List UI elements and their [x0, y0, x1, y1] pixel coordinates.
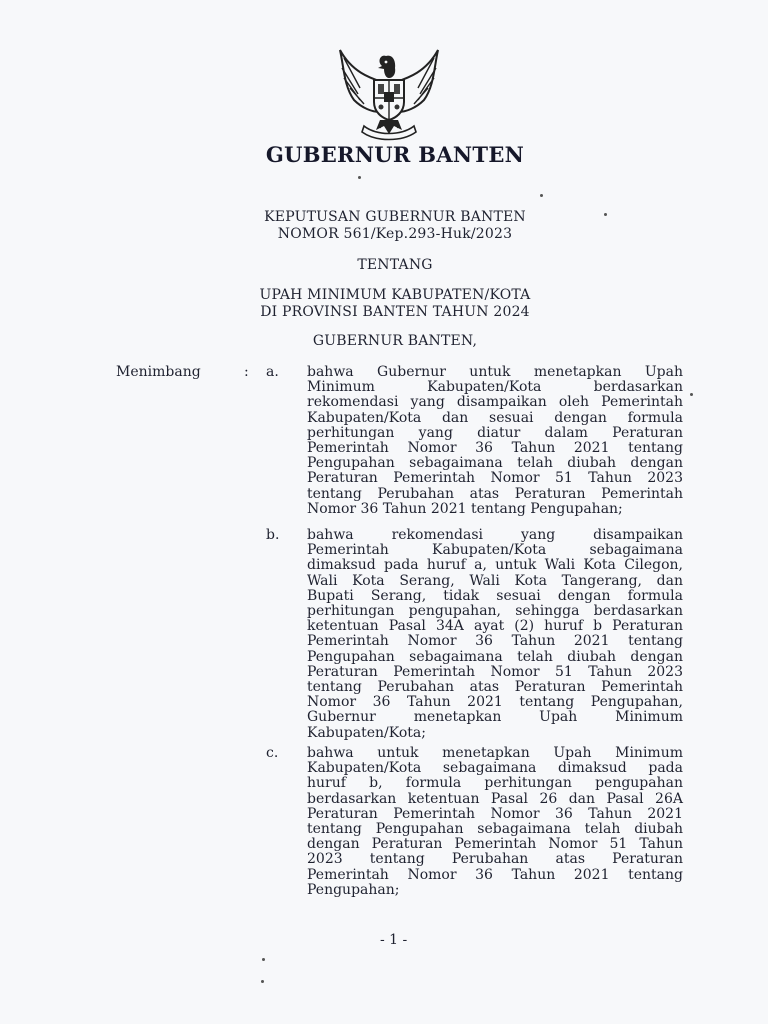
decree-title: KEPUTUSAN GUBERNUR BANTEN — [264, 209, 526, 225]
paragraph-line: Minimum Kabupaten/Kota berdasarkan — [307, 379, 683, 396]
subject-line-1: UPAH MINIMUM KABUPATEN/KOTA — [259, 287, 531, 303]
paragraph-line: Kabupaten/Kota; — [307, 724, 426, 741]
paragraph-line: Gubernur menetapkan Upah Minimum — [307, 709, 683, 726]
paragraph-line: huruf b, formula perhitungan pengupahan — [307, 775, 683, 792]
paragraph-line: perhitungan pengupahan, sehingga berdasarkan — [307, 603, 683, 620]
paragraph-line: tentang Perubahan atas Peraturan Pemerintah — [307, 485, 683, 502]
paragraph-line: Bupati Serang, tidak sesuai dengan formula — [307, 587, 683, 604]
scan-speck — [358, 176, 361, 179]
consideration-item-c — [307, 746, 683, 898]
paragraph-line: Pemerintah Nomor 36 Tahun 2021 tentang — [307, 633, 683, 650]
paragraph-line: Kabupaten/Kota dan sesuai dengan formula — [307, 409, 683, 426]
paragraph-line: Pemerintah Nomor 36 Tahun 2021 tentang — [307, 440, 683, 457]
document-title: GUBERNUR BANTEN — [265, 142, 525, 167]
scan-speck — [262, 958, 265, 961]
consideration-item-b — [307, 528, 683, 741]
scan-speck — [604, 213, 607, 216]
consideration-item-a — [307, 365, 683, 517]
paragraph-line: Peraturan Pemerintah Nomor 51 Tahun 2023 — [307, 663, 683, 680]
paragraph-line: 2023 tentang Perubahan atas Peraturan — [307, 851, 683, 868]
paragraph-line: Nomor 36 Tahun 2021 tentang Pengupahan; — [307, 500, 623, 517]
menimbang-label: Menimbang — [116, 364, 201, 380]
paragraph-line: bahwa rekomendasi yang disampaikan — [307, 527, 683, 543]
item-label-b: b. — [266, 527, 280, 543]
menimbang-colon: : — [244, 364, 249, 380]
scan-speck — [540, 194, 543, 197]
paragraph-line: Peraturan Pemerintah Nomor 36 Tahun 2021 — [307, 805, 683, 822]
paragraph-line: Pengupahan sebagaimana telah diubah dengan — [307, 648, 683, 665]
paragraph-line: Kabupaten/Kota sebagaimana dimaksud pada — [307, 760, 683, 777]
paragraph-line: Pengupahan; — [307, 881, 400, 898]
paragraph-line: Peraturan Pemerintah Nomor 51 Tahun 2023 — [307, 470, 683, 487]
page-number: - 1 - — [380, 932, 408, 948]
subject-line-2: DI PROVINSI BANTEN TAHUN 2024 — [260, 304, 530, 320]
item-label-c: c. — [266, 745, 279, 761]
paragraph-line: Nomor 36 Tahun 2021 tentang Pengupahan, — [307, 694, 683, 711]
paragraph-line: ketentuan Pasal 34A ayat (2) huruf b Peraturan — [307, 618, 683, 635]
decree-number: NOMOR 561/Kep.293-Huk/2023 — [277, 226, 513, 242]
paragraph-line: dimaksud pada huruf a, untuk Wali Kota Cilegon, — [307, 557, 683, 574]
authority-line: GUBERNUR BANTEN, — [312, 333, 478, 349]
paragraph-line: Pengupahan sebagaimana telah diubah dengan — [307, 455, 683, 472]
tentang-heading: TENTANG — [357, 257, 433, 273]
paragraph-line: Pemerintah Kabupaten/Kota sebagaimana — [307, 542, 683, 559]
paragraph-line: tentang Pengupahan sebagaimana telah diubah — [307, 821, 683, 838]
paragraph-line: rekomendasi yang disampaikan oleh Pemerintah — [307, 394, 683, 411]
paragraph-line: dengan Peraturan Pemerintah Nomor 51 Tahun — [307, 836, 683, 853]
paragraph-line: tentang Perubahan atas Peraturan Pemerintah — [307, 679, 683, 696]
paragraph-line: berdasarkan ketentuan Pasal 26 dan Pasal 26A — [307, 790, 683, 807]
scan-speck — [261, 980, 264, 983]
paragraph-line: Wali Kota Serang, Wali Kota Tangerang, dan — [307, 572, 683, 589]
scan-speck — [690, 393, 693, 396]
paragraph-line: Pemerintah Nomor 36 Tahun 2021 tentang — [307, 866, 683, 883]
paragraph-line: bahwa untuk menetapkan Upah Minimum — [307, 745, 683, 761]
item-label-a: a. — [266, 364, 279, 380]
paragraph-line: perhitungan yang diatur dalam Peraturan — [307, 424, 683, 441]
garuda-emblem-icon — [330, 42, 448, 142]
paragraph-line: bahwa Gubernur untuk menetapkan Upah — [307, 364, 683, 380]
